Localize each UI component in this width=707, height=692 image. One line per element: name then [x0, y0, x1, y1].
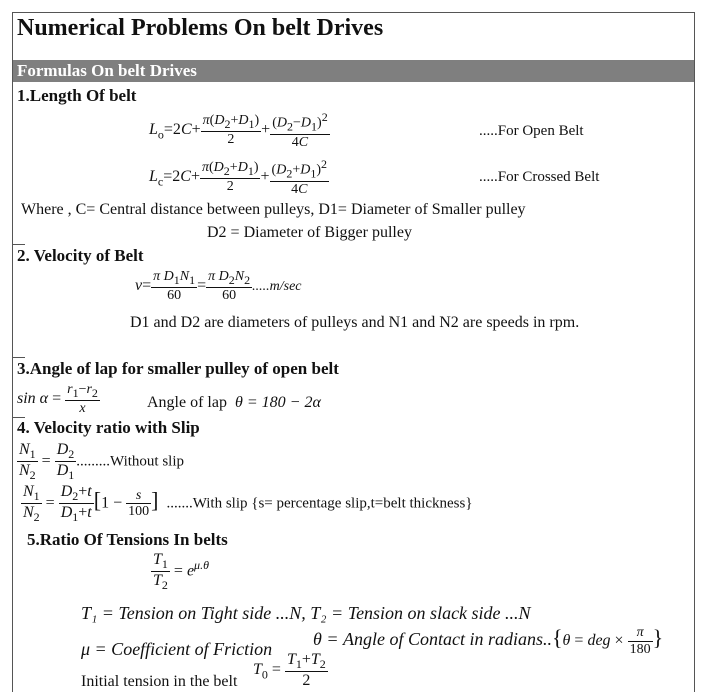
document-page — [12, 12, 695, 692]
where-line-2: D2 = Diameter of Bigger pulley — [207, 224, 412, 241]
formula-ratio-with-slip: $\frac{N_1}{N_2}$ = $\frac{D_2+t}{D_1+t}$ [1 − $\frac{s}{100}$ ] .......With slip {s= percentage slip,t=belt thickness} — [23, 483, 473, 525]
open-belt-note: .....For Open Belt — [479, 123, 584, 139]
mu-definition: μ = Coefficient of Friction — [81, 639, 273, 659]
heading-length-of-belt: 1.Length Of belt — [17, 86, 137, 105]
formula-sin-alpha: sin α = $\frac{r_1-r_2}{x}$ — [17, 382, 98, 416]
formula-crossed-belt-length: $L_c=2C+$ $\frac{\pi(D_2+D_1)}{2}$ + $\frac{(D_2+D_1)^2}{4C}$ — [149, 157, 328, 197]
formula-initial-tension: $T_0$ = $\frac{T_1+T_2}{2}$ — [253, 651, 326, 690]
with-slip-note: .......With slip {s= percentage slip,t=belt thickness} — [166, 495, 473, 512]
page-title: Numerical Problems On belt Drives — [17, 15, 384, 41]
formula-ratio-without-slip: $\frac{N_1}{N_2}$ = $\frac{D_2}{D_1}$ .........Without slip — [19, 441, 184, 483]
section-rule — [13, 244, 25, 245]
angle-of-lap — [147, 394, 321, 412]
heading-angle-of-lap: 3.Angle of lap for smaller pulley of open belt — [17, 359, 339, 378]
tension-definitions: T₁ = Tension on Tight side ...N, T₂ = Tension on slack side ...N — [81, 603, 531, 623]
without-slip-note: .........Without slip — [76, 453, 184, 470]
theta-definition: θ = Angle of Contact in radians..{θ = deg × $\frac{\pi}{180}$ } — [313, 625, 664, 657]
angle-of-lap-label: Angle of lap — [147, 394, 227, 411]
where-line-1: Where , C= Central distance between pulleys, D1= Diameter of Smaller pulley — [21, 201, 526, 218]
velocity-unit: .....m/sec — [252, 278, 302, 294]
formula-tension-ratio: $\frac{T_1}{T_2}$ = $e^{\mu.\theta}$ — [153, 551, 209, 593]
section-band — [13, 60, 694, 82]
heading-ratio-of-tensions: 5.Ratio Of Tensions In belts — [27, 530, 228, 549]
section-band-label: Formulas On belt Drives — [17, 61, 197, 80]
angle-of-lap-formula: θ = 180 − 2α — [234, 394, 321, 411]
crossed-belt-note: .....For Crossed Belt — [479, 169, 600, 185]
section-rule — [13, 357, 25, 358]
velocity-description: D1 and D2 are diameters of pulleys and N1 and N2 are speeds in rpm. — [130, 314, 580, 331]
initial-tension-label: Initial tension in the belt — [81, 673, 238, 690]
theta-definition-text: θ = Angle of Contact in radians.. — [313, 629, 552, 649]
formula-belt-velocity: v= $\frac{\pi D_1N_1}{60}$ = $\frac{\pi D_2N_2}{60}$ .....m/sec — [135, 269, 302, 303]
heading-velocity-of-belt: 2. Velocity of Belt — [17, 246, 144, 265]
formula-open-belt-length: $L_o=2C+$ $\frac{\pi(D_2+D_1)}{2}$ + $\frac{(D_2-D_1)^2}{4C}$ — [149, 110, 328, 150]
heading-velocity-ratio: 4. Velocity ratio with Slip — [17, 418, 200, 437]
